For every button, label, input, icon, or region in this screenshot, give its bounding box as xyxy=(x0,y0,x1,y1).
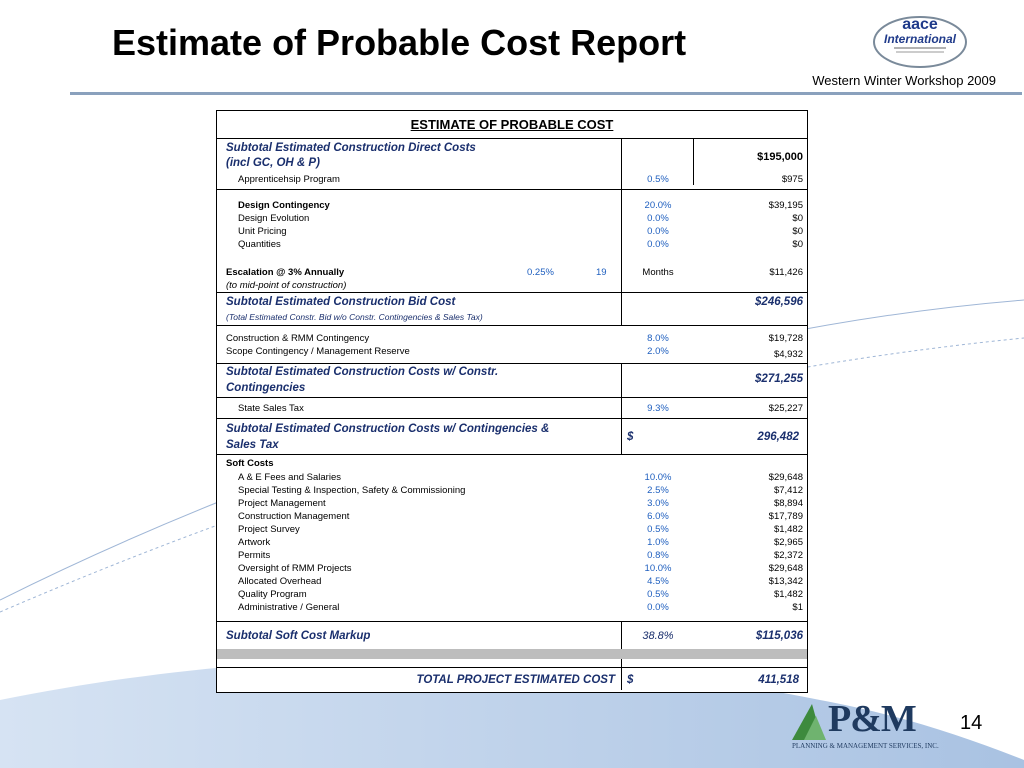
sales-tax-label: State Sales Tax xyxy=(238,403,304,414)
soft-cost-pct: 0.0% xyxy=(647,602,669,613)
design-row-amount: $0 xyxy=(792,226,803,237)
soft-cost-row: Permits xyxy=(238,550,271,561)
design-row-pct: 0.0% xyxy=(647,239,669,250)
soft-cost-amount: $1 xyxy=(792,602,803,613)
escalation-note: (to mid-point of construction) xyxy=(226,280,347,291)
table-header: ESTIMATE OF PROBABLE COST xyxy=(410,117,614,132)
soft-cost-amount: $2,965 xyxy=(773,537,803,548)
contingency-row-pct: 8.0% xyxy=(647,333,669,344)
soft-cost-row: Allocated Overhead xyxy=(238,576,322,587)
design-row-amount: $39,195 xyxy=(768,200,803,211)
aace-logo xyxy=(868,12,972,70)
page-number: 14 xyxy=(960,712,983,734)
soft-cost-pct: 1.0% xyxy=(647,537,669,548)
contingency-row-amount: $19,728 xyxy=(768,333,803,344)
apprentice-pct: 0.5% xyxy=(647,174,669,185)
soft-cost-row: A & E Fees and Salaries xyxy=(238,472,341,483)
soft-subtotal-pct: 38.8% xyxy=(642,630,674,642)
soft-cost-pct: 6.0% xyxy=(647,511,669,522)
soft-cost-pct: 10.0% xyxy=(644,472,672,483)
soft-costs-heading: Soft Costs xyxy=(226,458,274,469)
soft-cost-pct: 0.5% xyxy=(647,589,669,600)
with-tax-amount: 296,482 xyxy=(757,431,799,443)
design-row: Design Contingency xyxy=(238,200,330,211)
bid-cost-amount: $246,596 xyxy=(755,296,803,308)
soft-cost-amount: $13,342 xyxy=(768,576,803,587)
sales-tax-pct: 9.3% xyxy=(647,403,669,414)
col-divider xyxy=(621,138,622,325)
slide-subtitle: Western Winter Workshop 2009 xyxy=(812,73,996,88)
soft-cost-amount: $29,648 xyxy=(768,563,803,574)
total-currency: $ xyxy=(627,674,634,686)
soft-cost-row: Administrative / General xyxy=(238,602,340,613)
escalation-label: Escalation @ 3% Annually xyxy=(226,267,345,278)
soft-cost-amount: $7,412 xyxy=(773,485,803,496)
soft-cost-amount: $29,648 xyxy=(768,472,803,483)
escalation-months-value: 19 xyxy=(596,267,607,278)
col-divider xyxy=(693,138,694,185)
contingency-row: Construction & RMM Contingency xyxy=(226,333,370,344)
soft-cost-row: Project Survey xyxy=(238,524,300,535)
contingency-row: Scope Contingency / Management Reserve xyxy=(226,346,410,357)
soft-cost-pct: 3.0% xyxy=(647,498,669,509)
with-tax-currency: $ xyxy=(627,431,634,443)
pm-logo-text: P&M xyxy=(828,698,916,740)
with-contingencies-label: Subtotal Estimated Construction Costs w/ Constr. xyxy=(226,366,499,378)
with-contingencies-amount: $271,255 xyxy=(755,373,803,385)
soft-cost-row: Special Testing & Inspection, Safety & Commissioning xyxy=(238,485,466,496)
design-row: Unit Pricing xyxy=(238,226,287,237)
soft-cost-pct: 2.5% xyxy=(647,485,669,496)
spacer-row xyxy=(217,649,807,659)
design-row: Design Evolution xyxy=(238,213,310,224)
design-row-pct: 0.0% xyxy=(647,213,669,224)
design-row-pct: 0.0% xyxy=(647,226,669,237)
escalation-rate: 0.25% xyxy=(527,267,554,278)
soft-cost-amount: $17,789 xyxy=(768,511,803,522)
soft-cost-row: Artwork xyxy=(238,537,271,548)
bid-cost-note: (Total Estimated Constr. Bid w/o Constr. Contingencies & Sales Tax) xyxy=(226,312,483,322)
soft-cost-pct: 0.8% xyxy=(647,550,669,561)
soft-cost-pct: 4.5% xyxy=(647,576,669,587)
design-row-amount: $0 xyxy=(792,213,803,224)
soft-cost-row: Construction Management xyxy=(238,511,350,522)
slide-title: Estimate of Probable Cost Report xyxy=(112,22,687,63)
with-tax-label: Subtotal Estimated Construction Costs w/ Contingencies & xyxy=(226,423,550,435)
with-tax-label-2: Sales Tax xyxy=(226,439,279,451)
soft-cost-row: Project Management xyxy=(238,498,326,509)
soft-cost-pct: 0.5% xyxy=(647,524,669,535)
soft-subtotal-label: Subtotal Soft Cost Markup xyxy=(226,630,371,642)
design-row-amount: $0 xyxy=(792,239,803,250)
total-amount: 411,518 xyxy=(758,674,799,686)
soft-cost-row: Oversight of RMM Projects xyxy=(238,563,352,574)
total-label: TOTAL PROJECT ESTIMATED COST xyxy=(416,674,615,686)
design-row-pct: 20.0% xyxy=(644,200,672,211)
bid-cost-label: Subtotal Estimated Construction Bid Cost xyxy=(226,296,456,308)
col-divider xyxy=(621,364,622,454)
aace-logo-tagline: International xyxy=(883,32,957,46)
apprentice-label: Apprenticehsip Program xyxy=(238,174,340,185)
contingency-row-amount: $4,932 xyxy=(773,349,803,360)
direct-costs-amount: $195,000 xyxy=(757,151,803,163)
soft-cost-amount: $2,372 xyxy=(773,550,803,561)
direct-costs-label: Subtotal Estimated Construction Direct Costs xyxy=(226,142,476,154)
escalation-amount: $11,426 xyxy=(769,267,803,278)
sales-tax-amount: $25,227 xyxy=(768,403,803,414)
cost-estimate-table xyxy=(216,110,808,693)
contingency-row-pct: 2.0% xyxy=(647,346,669,357)
with-contingencies-label-2: Contingencies xyxy=(226,382,306,394)
soft-cost-amount: $1,482 xyxy=(773,589,803,600)
escalation-months-label: Months xyxy=(642,267,674,278)
direct-costs-label-2: (incl GC, OH & P) xyxy=(226,157,320,169)
soft-cost-pct: 10.0% xyxy=(644,563,672,574)
design-row: Quantities xyxy=(238,239,281,250)
soft-cost-amount: $1,482 xyxy=(773,524,803,535)
title-divider xyxy=(70,92,1022,95)
pm-logo-tagline: PLANNING & MANAGEMENT SERVICES, INC. xyxy=(792,742,939,750)
aace-logo-name: aace xyxy=(902,16,938,33)
soft-subtotal-amount: $115,036 xyxy=(755,630,803,642)
apprentice-amount: $975 xyxy=(781,174,803,185)
soft-cost-row: Quality Program xyxy=(238,589,307,600)
soft-cost-amount: $8,894 xyxy=(773,498,803,509)
